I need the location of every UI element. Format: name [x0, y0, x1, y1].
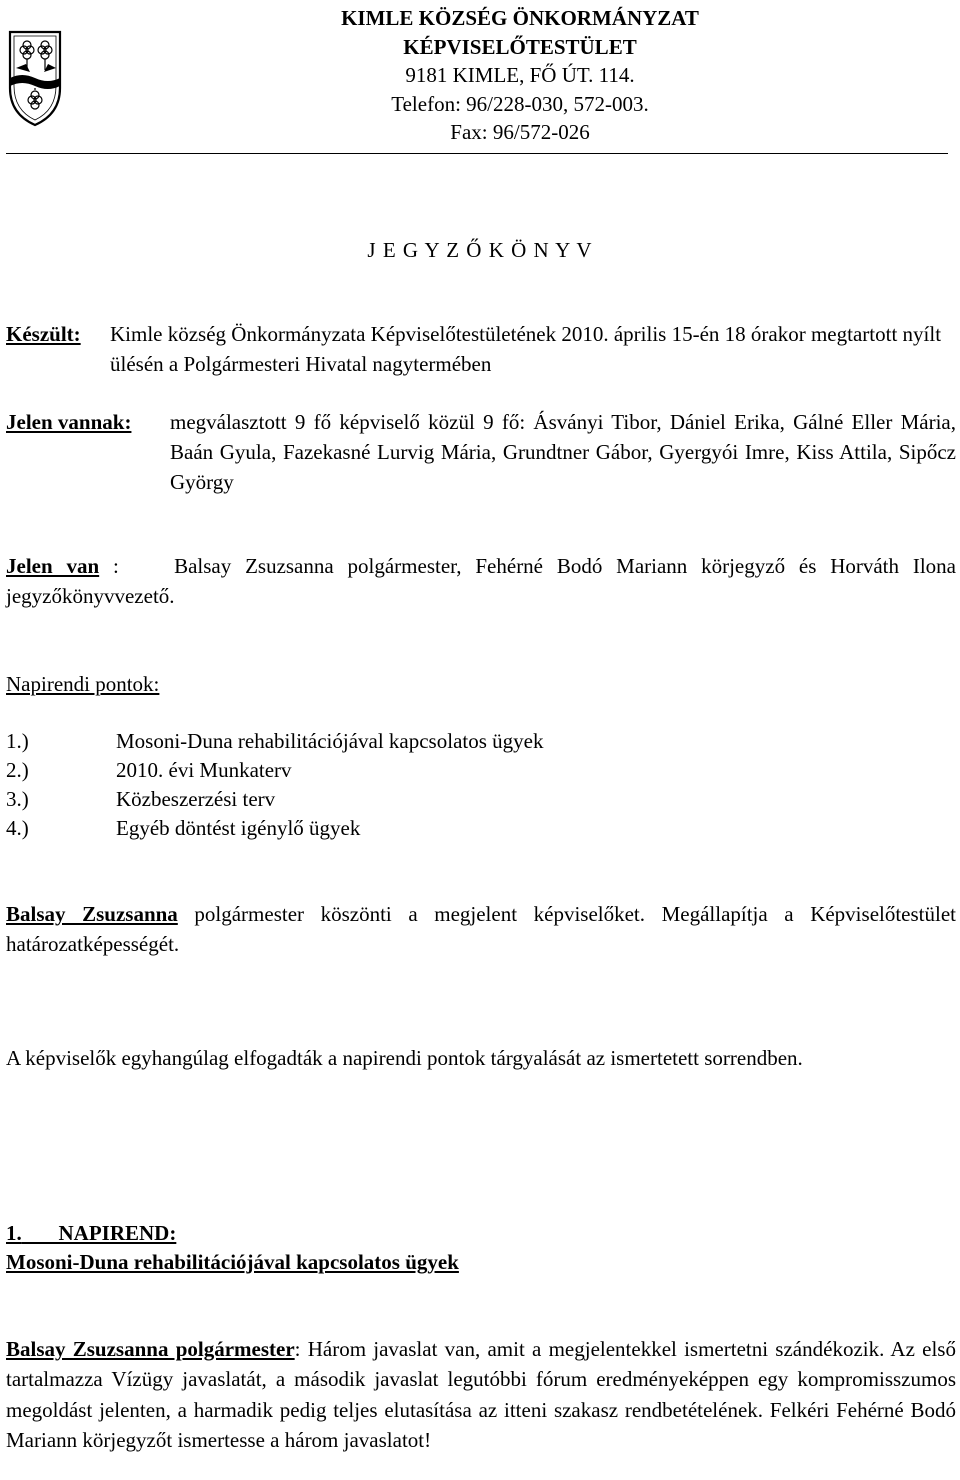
- agenda-item: [6, 814, 956, 843]
- keszult-text: Kimle község Önkormányzata Képviselőtestületének 2010. április 15-én 18 órakor megtartott nyílt ülésén a Polgármesteri Hivatal nagytermében: [110, 322, 942, 376]
- agenda-item-number: 1.): [6, 729, 29, 753]
- agenda-heading: [6, 670, 956, 700]
- agenda-item-text: Mosoni-Duna rehabilitációjával kapcsolatos ügyek: [116, 729, 544, 753]
- agenda-item: [6, 727, 956, 756]
- keszult-section: [6, 320, 956, 380]
- napirend-1-title: [6, 1248, 956, 1278]
- jelen-vannak-label: Jelen vannak:: [6, 410, 132, 434]
- jelen-van-section: [6, 552, 956, 612]
- napirend-1-title-text: Mosoni-Duna rehabilitációjával kapcsolatos ügyek: [6, 1250, 459, 1274]
- agenda-list: [6, 727, 956, 843]
- acceptance-paragraph: A képviselők egyhangúlag elfogadták a napirendi pontok tárgyalását az ismertetett sorrendben.: [6, 1046, 803, 1070]
- org-name: KIMLE KÖZSÉG ÖNKORMÁNYZAT: [341, 6, 699, 30]
- letterhead: [150, 4, 890, 147]
- speech-paragraph: [6, 1334, 956, 1456]
- agenda-item-number: 4.): [6, 815, 29, 840]
- agenda-item-number: 2.): [6, 757, 29, 782]
- greeting-paragraph: [6, 900, 956, 960]
- napirend-1-label: NAPIREND:: [58, 1221, 177, 1245]
- agenda-item: [6, 785, 956, 814]
- org-phone: Telefon: 96/228-030, 572-003.: [391, 91, 649, 116]
- jelen-vannak-section: [6, 408, 956, 497]
- jelen-van-label: Jelen van: [6, 554, 100, 578]
- agenda-item-text: Közbeszerzési terv: [116, 786, 276, 811]
- agenda-heading-text: Napirendi pontok:: [6, 672, 160, 696]
- jelen-van-colon: :: [99, 554, 119, 578]
- agenda-item: [6, 756, 956, 785]
- agenda-item-text: 2010. évi Munkaterv: [116, 757, 292, 782]
- document-title: J E G Y Z Ő K Ö N Y V: [367, 238, 593, 262]
- napirend-1-heading: [6, 1219, 956, 1249]
- keszult-label: Készült:: [6, 322, 81, 346]
- napirend-1-number: 1.: [6, 1221, 22, 1245]
- org-address: 9181 KIMLE, FŐ ÚT. 114.: [405, 63, 635, 88]
- municipal-coat-of-arms-icon: [6, 28, 64, 128]
- header-divider: [6, 153, 948, 154]
- agenda-item-text: Egyéb döntést igénylő ügyek: [116, 815, 361, 840]
- greeting-speaker: Balsay Zsuzsanna: [6, 902, 178, 926]
- speech-text: : Három javaslat van, amit a megjelentekkel ismertetni szándékozik. Az első tartalmazza Vízügy javaslatát, a második javaslat legutóbbi fórum eredményeképpen egy kompromisszumos megoldást jelenten, a harmadik pedig teljes elutasítása az itteni szakasz rendbetételének. Felkéri Fehérné Bodó Mariann körjegyzőt ismertesse a három javaslatot!: [6, 1337, 956, 1453]
- speech-speaker: Balsay Zsuzsanna polgármester: [6, 1337, 295, 1361]
- agenda-item-number: 3.): [6, 786, 29, 811]
- org-body: KÉPVISELŐTESTÜLET: [403, 34, 637, 59]
- jelen-van-text: Balsay Zsuzsanna polgármester, Fehérné Bodó Mariann körjegyző és Horváth Ilona jegyzőkönyvvezető.: [6, 554, 956, 608]
- jelen-vannak-text: megválasztott 9 fő képviselő közül 9 fő: Ásványi Tibor, Dániel Erika, Gálné Eller Mária, Baán Gyula, Fazekasné Lurvig Mária, Grundtner Gábor, Gyergyói Imre, Kiss Attila, Sipőcz György: [170, 410, 956, 494]
- org-fax: Fax: 96/572-026: [450, 120, 590, 145]
- greeting-text: polgármester köszönti a megjelent képviselőket. Megállapítja a Képviselőtestület határozatképességét.: [6, 902, 956, 956]
